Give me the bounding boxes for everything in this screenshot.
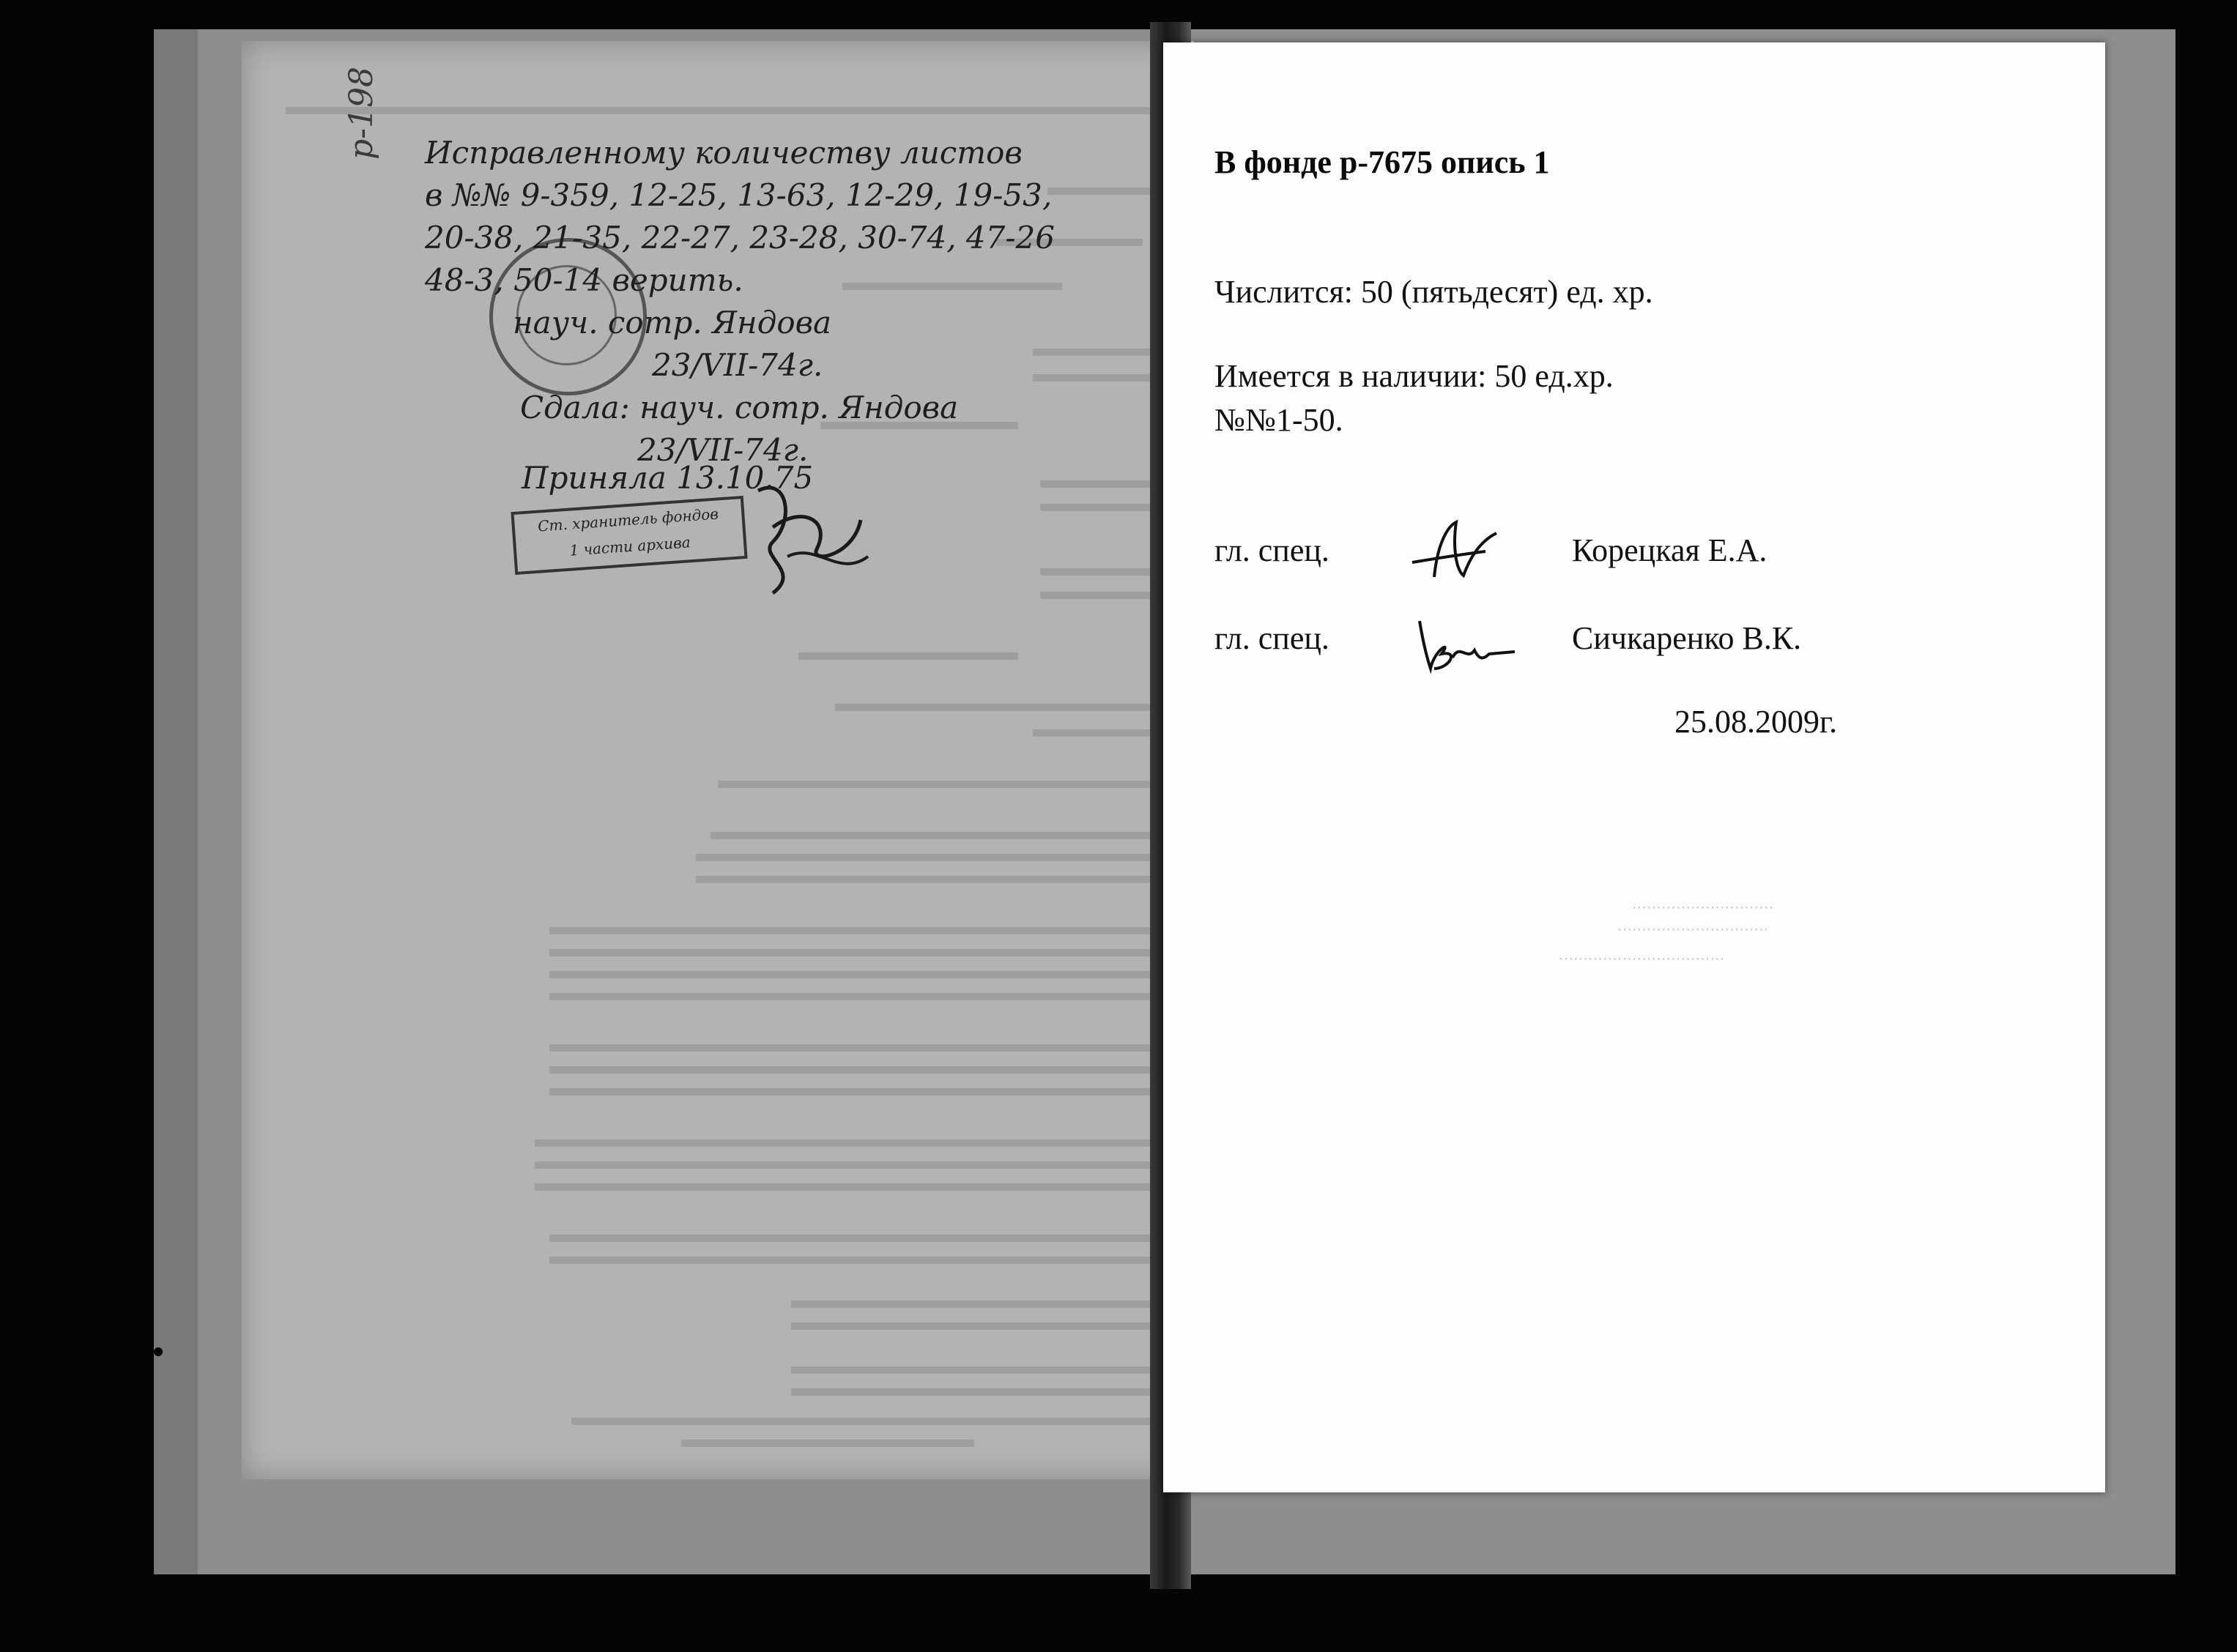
fund-title: В фонде р-7675 опись 1: [1214, 144, 1550, 180]
handwritten-line: 23/VII-74г.: [637, 432, 809, 468]
signature-left: [743, 476, 875, 604]
stamp-line: Ст. хранитель фондов: [537, 505, 719, 535]
handwritten-line: Исправленному количеству листов: [425, 135, 1023, 171]
stamp-line: 1 части архива: [568, 533, 691, 559]
bleed-through-text: ··································: [1559, 950, 1725, 967]
signature-korecka: [1405, 511, 1500, 595]
signatory-name: Сичкаренко В.К.: [1572, 620, 1802, 656]
signatory-role: гл. спец.: [1214, 620, 1329, 656]
scan-speck: [154, 1347, 163, 1356]
bleed-through-text: ·····························: [1632, 899, 1774, 915]
signature-sichkarenko: [1409, 599, 1518, 683]
handwritten-line: 20-38, 21-35, 22-27, 23-28, 30-74, 47-26: [425, 220, 1055, 256]
cover-edge: [154, 29, 198, 1574]
handwritten-line: в №№ 9-359, 12-25, 13-63, 12-29, 19-53,: [425, 177, 1053, 213]
signatory-role: гл. спец.: [1214, 532, 1329, 568]
bleed-through-text: ·······························: [1617, 921, 1769, 937]
right-page: [1163, 42, 2105, 1492]
available-count: Имеется в наличии: 50 ед.хр.: [1214, 358, 1614, 394]
handwritten-line: 48-3, 50-14 верить.: [425, 262, 743, 298]
accepted-note: Приняла 13.10.75: [522, 460, 814, 496]
handwritten-line: 23/VII-74г.: [652, 347, 823, 383]
signatory-name: Корецкая Е.А.: [1572, 532, 1767, 568]
side-note: р-198: [343, 66, 380, 160]
item-range: №№1-50.: [1214, 402, 1343, 438]
document-date: 25.08.2009г.: [1674, 704, 1838, 740]
handwritten-line: Сдала: науч. сотр. Яндова: [520, 390, 959, 425]
listed-count: Числится: 50 (пятьдесят) ед. хр.: [1214, 274, 1653, 310]
handwritten-line: науч. сотр. Яндова: [513, 305, 832, 341]
handwritten-note: [425, 132, 1187, 472]
